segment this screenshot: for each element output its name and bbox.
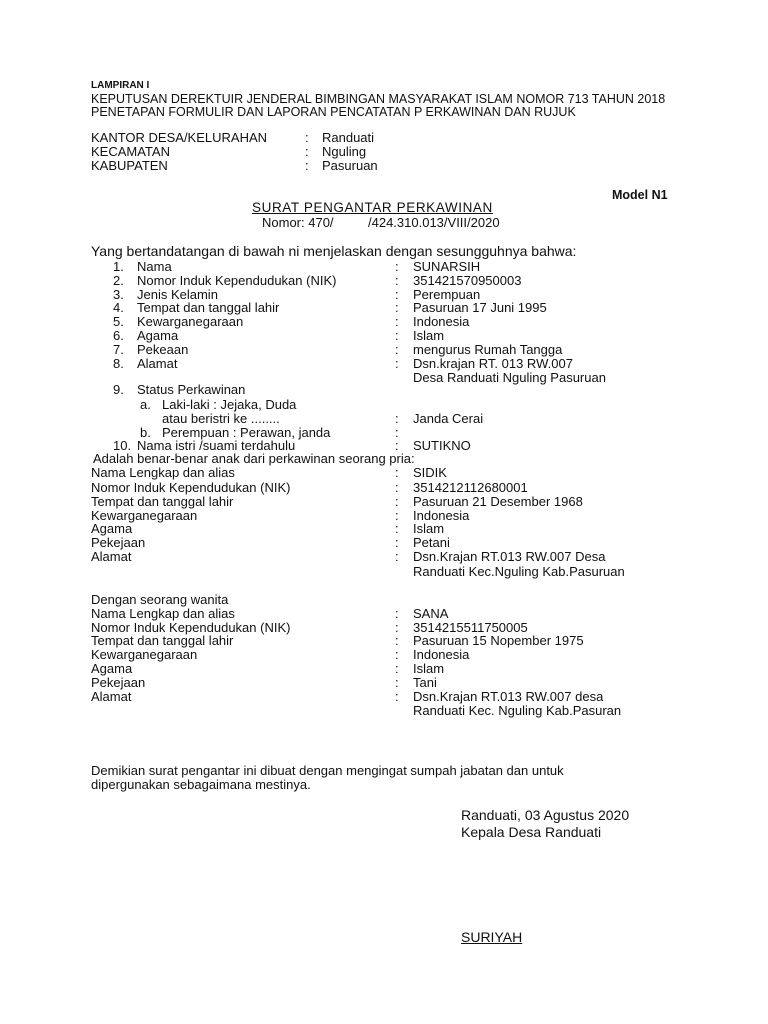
field-value: 3514212112680001	[413, 480, 528, 495]
field-separator: :	[395, 606, 399, 621]
field-label: Tempat dan tanggal lahir	[91, 494, 234, 509]
field-value: Indonesia	[413, 508, 470, 523]
field-value: Dsn.Krajan RT.013 RW.007 Desa	[413, 549, 606, 564]
former-spouse-value: SUTIKNO	[413, 438, 471, 453]
field-value: Pasuruan 21 Desember 1968	[413, 494, 583, 509]
field-value: Tani	[413, 675, 437, 690]
field-value: Perempuan	[413, 287, 481, 302]
field-value: Islam	[413, 661, 445, 676]
regency-value: Pasuruan	[322, 158, 378, 173]
field-value: 351421570950003	[413, 273, 522, 288]
field-value: SIDIK	[413, 465, 447, 480]
child-of-statement: Adalah benar-benar anak dari perkawinan seorang pria:	[93, 451, 415, 466]
letter-number-label: Nomor: 470/	[262, 215, 334, 230]
field-separator: :	[395, 633, 399, 648]
field-label: Agama	[91, 521, 133, 536]
signer-name: SURIYAH	[461, 929, 523, 945]
field-label: Tempat dan tanggal lahir	[91, 633, 234, 648]
district-separator: :	[305, 144, 309, 159]
with-woman-heading: Dengan seorang wanita	[91, 592, 229, 607]
model-label: Model N1	[612, 188, 668, 202]
field-label: Kewarganegaraan	[137, 314, 244, 329]
document-title: SURAT PENGANTAR PERKAWINAN	[252, 200, 493, 215]
field-label: Nama Lengkap dan alias	[91, 465, 235, 480]
address-line-2: Randuati Kec. Nguling Kab.Pasuran	[413, 703, 622, 718]
male-status-label-2: atau beristri ke ........	[162, 411, 280, 426]
field-separator: :	[395, 675, 399, 690]
field-label: Kewarganegaraan	[91, 508, 198, 523]
field-label: Alamat	[91, 549, 132, 564]
field-separator: :	[395, 535, 399, 550]
office-label: KANTOR DESA/KELURAHAN	[91, 130, 268, 145]
closing-line-2: dipergunakan sebagaimana mestinya.	[91, 777, 311, 792]
field-separator: :	[395, 661, 399, 676]
field-value: Dsn.Krajan RT.013 RW.007 desa	[413, 689, 604, 704]
office-value: Randuati	[322, 130, 375, 145]
item-number: 10.	[113, 438, 132, 453]
field-separator: :	[395, 356, 399, 371]
item-number: 4.	[113, 300, 124, 315]
field-separator: :	[395, 287, 399, 302]
field-separator: :	[395, 273, 399, 288]
address-line-2: Desa Randuati Nguling Pasuruan	[413, 370, 606, 385]
field-value: Indonesia	[413, 647, 470, 662]
letter-number-value: /424.310.013/VIII/2020	[368, 215, 500, 230]
field-label: Nama Lengkap dan alias	[91, 606, 235, 621]
field-label: Agama	[137, 328, 179, 343]
field-separator: :	[395, 300, 399, 315]
field-separator: :	[395, 480, 399, 495]
field-value: Petani	[413, 535, 450, 550]
field-separator: :	[395, 494, 399, 509]
field-separator: :	[395, 411, 399, 426]
field-separator: :	[395, 438, 399, 453]
field-separator: :	[395, 314, 399, 329]
decree-line-2: PENETAPAN FORMULIR DAN LAPORAN PENCATATAN P ERKAWINAN DAN RUJUK	[91, 105, 576, 119]
former-spouse-label: Nama istri /suami terdahulu	[137, 438, 296, 453]
marital-status-label: Status Perkawinan	[137, 382, 246, 397]
field-value: Islam	[413, 521, 445, 536]
decree-line-1: KEPUTUSAN DEREKTUIR JENDERAL BIMBINGAN MASYARAKAT ISLAM NOMOR 713 TAHUN 2018	[91, 92, 666, 106]
field-label: Jenis Kelamin	[137, 287, 218, 302]
field-value: Islam	[413, 328, 445, 343]
field-separator: :	[395, 620, 399, 635]
field-separator: :	[395, 521, 399, 536]
field-separator: :	[395, 465, 399, 480]
field-value: Pasuruan 15 Nopember 1975	[413, 633, 584, 648]
signer-position: Kepala Desa Randuati	[461, 824, 602, 840]
field-separator: :	[395, 425, 399, 440]
field-label: Alamat	[91, 689, 132, 704]
field-label: Pekejaan	[91, 535, 146, 550]
field-label: Tempat dan tanggal lahir	[137, 300, 280, 315]
field-label: Alamat	[137, 356, 178, 371]
field-value: mengurus Rumah Tangga	[413, 342, 563, 357]
item-number: 7.	[113, 342, 124, 357]
marital-status-value: Janda Cerai	[413, 411, 484, 426]
field-label: Pekeaan	[137, 342, 189, 357]
field-value: Pasuruan 17 Juni 1995	[413, 300, 547, 315]
field-label: Pekejaan	[91, 675, 146, 690]
item-number: 1.	[113, 259, 124, 274]
address-line-2: Randuati Kec.Nguling Kab.Pasuruan	[413, 564, 625, 579]
field-separator: :	[395, 259, 399, 274]
field-separator: :	[395, 647, 399, 662]
regency-separator: :	[305, 158, 309, 173]
office-separator: :	[305, 130, 309, 145]
field-label: Kewarganegaraan	[91, 647, 198, 662]
field-value: SUNARSIH	[413, 259, 481, 274]
item-number: 2.	[113, 273, 124, 288]
field-label: Agama	[91, 661, 133, 676]
field-value: SANA	[413, 606, 449, 621]
field-separator: :	[395, 689, 399, 704]
field-label: Nama	[137, 259, 172, 274]
closing-line-1: Demikian surat pengantar ini dibuat dengan mengingat sumpah jabatan dan untuk	[91, 763, 564, 778]
field-separator: :	[395, 508, 399, 523]
regency-label: KABUPATEN	[91, 158, 168, 173]
item-number: 8.	[113, 356, 124, 371]
intro-text: Yang bertandatangan di bawah ni menjelaskan dengan sesungguhnya bahwa:	[91, 243, 577, 259]
sub-item-letter: a.	[140, 397, 151, 412]
item-number: 9.	[113, 382, 124, 397]
field-label: Nomor Induk Kependudukan (NIK)	[91, 480, 291, 495]
male-status-label: Laki-laki : Jejaka, Duda	[162, 397, 297, 412]
district-label: KECAMATAN	[91, 144, 170, 159]
female-status-label: Perempuan : Perawan, janda	[162, 425, 331, 440]
item-number: 6.	[113, 328, 124, 343]
item-number: 3.	[113, 287, 124, 302]
field-value: Dsn.krajan RT. 013 RW.007	[413, 356, 573, 371]
sub-item-letter: b.	[140, 425, 151, 440]
field-separator: :	[395, 549, 399, 564]
item-number: 5.	[113, 314, 124, 329]
field-value: Indonesia	[413, 314, 470, 329]
place-date: Randuati, 03 Agustus 2020	[461, 807, 630, 823]
attachment-label: LAMPIRAN I	[91, 80, 150, 91]
field-label: Nomor Induk Kependudukan (NIK)	[137, 273, 337, 288]
field-separator: :	[395, 328, 399, 343]
district-value: Nguling	[322, 144, 367, 159]
field-label: Nomor Induk Kependudukan (NIK)	[91, 620, 291, 635]
field-separator: :	[395, 342, 399, 357]
field-value: 3514215511750005	[413, 620, 528, 635]
